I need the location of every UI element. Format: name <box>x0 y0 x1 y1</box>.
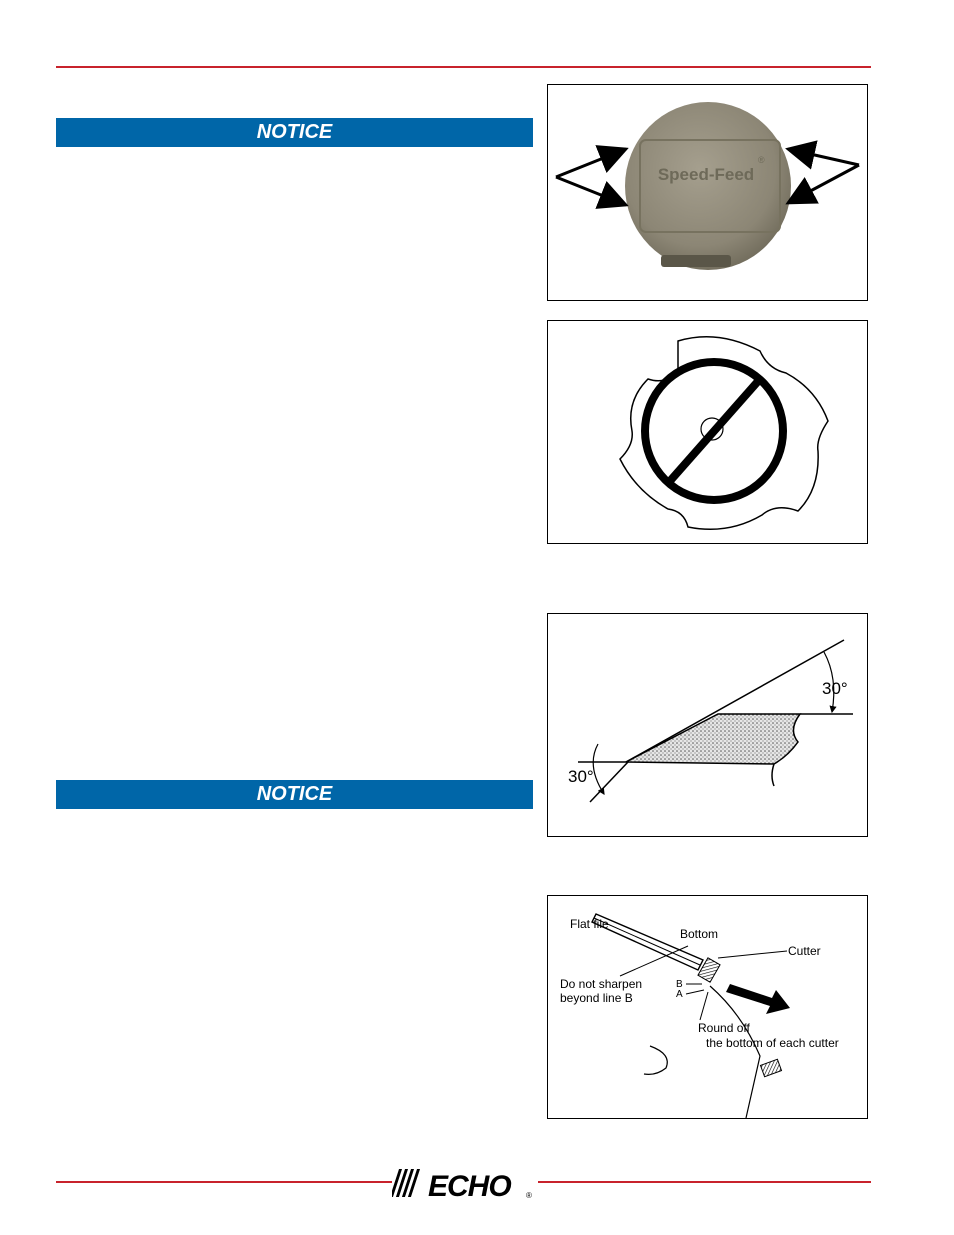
label-do-not-sharpen-1: Do not sharpen <box>560 977 643 991</box>
tooth-tail-line <box>772 764 774 786</box>
logo-registered-mark: ® <box>526 1191 532 1200</box>
arrow-right-bottom <box>788 165 859 203</box>
label-line-b: B <box>676 979 683 990</box>
angle-label-top: 30° <box>822 679 848 698</box>
angle-label-left: 30° <box>568 767 594 786</box>
figure-sharpening-angle <box>547 613 868 837</box>
direction-arrow <box>726 984 790 1014</box>
reference-diagonal-left <box>590 762 628 802</box>
header-rule <box>56 66 871 68</box>
arrow-left-top <box>556 149 626 177</box>
logo-wordmark: ECHO <box>428 1170 511 1200</box>
footer-rule-right <box>538 1181 871 1183</box>
arrow-left-bottom <box>556 177 626 205</box>
notice-banner-2: NOTICE <box>56 780 533 809</box>
cutter-tooth-lower <box>760 1059 781 1076</box>
footer-rule-left <box>56 1181 392 1183</box>
angle-arc-left <box>593 744 604 794</box>
label-flat-file: Flat file <box>570 917 609 931</box>
label-round-off-1: Round off <box>698 1021 750 1035</box>
label-bottom: Bottom <box>680 927 719 941</box>
cap-brand-text: Speed-Feed <box>657 165 755 184</box>
blade-tooth-shaded <box>626 714 800 764</box>
label-line-a: A <box>676 989 683 1000</box>
figure-no-saw-blade <box>547 320 868 544</box>
label-cutter: Cutter <box>788 944 821 958</box>
blade-edge <box>710 986 760 1118</box>
figure-file-sharpening <box>547 895 868 1119</box>
cap-registered-mark: ® <box>758 155 765 165</box>
trimmer-head-cap <box>625 102 791 270</box>
label-do-not-sharpen-2: beyond line B <box>560 991 633 1005</box>
prohibition-slash <box>670 379 760 481</box>
echo-logo <box>392 1166 534 1200</box>
blade-hub-arc <box>644 1046 667 1074</box>
label-round-off-2: the bottom of each cutter <box>706 1036 839 1050</box>
figure-speed-feed-head <box>547 84 868 301</box>
notice-banner-1: NOTICE <box>56 118 533 147</box>
arrow-right-top <box>788 149 859 165</box>
